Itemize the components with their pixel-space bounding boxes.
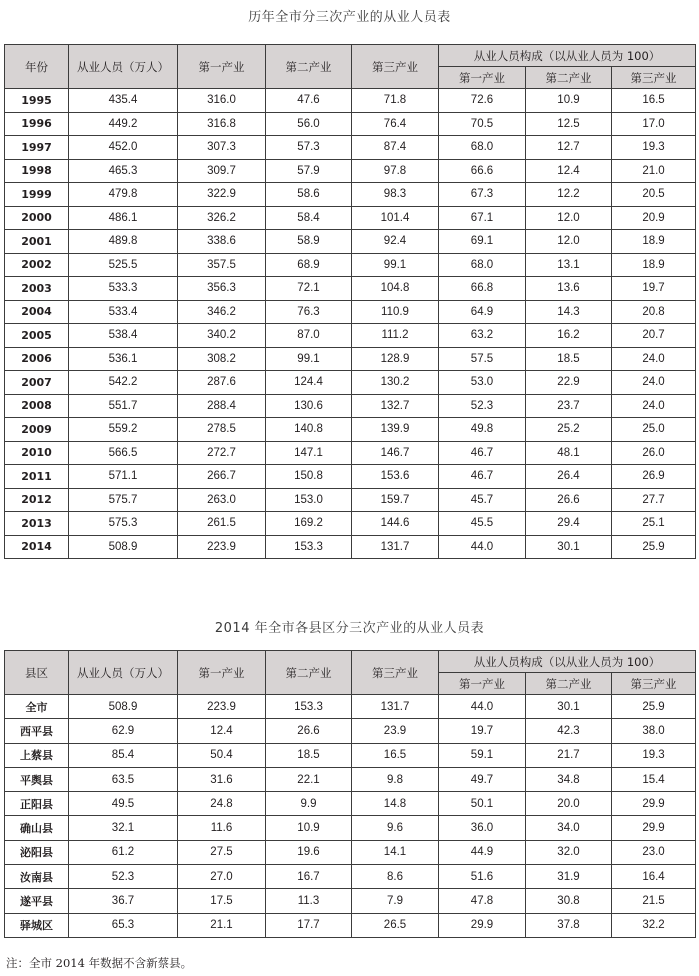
table-cell: 30.8 xyxy=(526,889,612,913)
table-cell: 57.5 xyxy=(439,347,526,371)
table-cell: 38.0 xyxy=(612,719,696,743)
table-cell: 12.7 xyxy=(526,136,612,160)
table-cell: 130.2 xyxy=(352,371,439,395)
table-row xyxy=(5,183,696,207)
table-cell: 21.1 xyxy=(178,913,266,937)
table-cell: 266.7 xyxy=(178,465,266,489)
table-cell: 19.6 xyxy=(266,840,352,864)
table-cell: 146.7 xyxy=(352,441,439,465)
table-cell: 67.1 xyxy=(439,206,526,230)
table-cell: 20.0 xyxy=(526,792,612,816)
table-row xyxy=(5,816,696,840)
table-cell: 72.6 xyxy=(439,89,526,113)
table-cell: 21.5 xyxy=(612,889,696,913)
table-cell: 53.0 xyxy=(439,371,526,395)
table-cell: 20.8 xyxy=(612,300,696,324)
table-cell: 46.7 xyxy=(439,441,526,465)
table-cell: 57.3 xyxy=(266,136,352,160)
table-cell: 571.1 xyxy=(69,465,178,489)
table2-body xyxy=(5,695,696,938)
table-cell: 128.9 xyxy=(352,347,439,371)
table-cell: 64.9 xyxy=(439,300,526,324)
header-employed: 从业人员（万人） xyxy=(69,45,178,89)
header-comp-primary: 第一产业 xyxy=(439,673,526,695)
table-cell: 8.6 xyxy=(352,865,439,889)
table-cell: 18.9 xyxy=(612,253,696,277)
table-cell: 278.5 xyxy=(178,418,266,442)
table-cell: 17.7 xyxy=(266,913,352,937)
table-cell: 63.5 xyxy=(69,767,178,791)
table-cell: 12.0 xyxy=(526,230,612,254)
table-cell: 131.7 xyxy=(352,695,439,719)
table-cell: 45.5 xyxy=(439,512,526,536)
table-row xyxy=(5,465,696,489)
table-cell: 261.5 xyxy=(178,512,266,536)
table-cell: 52.3 xyxy=(69,865,178,889)
header-comp-secondary: 第二产业 xyxy=(526,67,612,89)
row-label: 汝南县 xyxy=(5,865,69,889)
table-cell: 14.3 xyxy=(526,300,612,324)
table-cell: 85.4 xyxy=(69,743,178,767)
table-cell: 16.2 xyxy=(526,324,612,348)
table-cell: 9.6 xyxy=(352,816,439,840)
header-tertiary: 第三产业 xyxy=(352,651,439,695)
table-row xyxy=(5,719,696,743)
table-cell: 19.3 xyxy=(612,743,696,767)
table-cell: 24.0 xyxy=(612,347,696,371)
table-cell: 32.0 xyxy=(526,840,612,864)
table-cell: 20.7 xyxy=(612,324,696,348)
table-cell: 29.9 xyxy=(439,913,526,937)
table-cell: 101.4 xyxy=(352,206,439,230)
table-cell: 26.9 xyxy=(612,465,696,489)
table-cell: 17.5 xyxy=(178,889,266,913)
table-cell: 61.2 xyxy=(69,840,178,864)
table-cell: 486.1 xyxy=(69,206,178,230)
table-cell: 25.9 xyxy=(612,695,696,719)
table-cell: 169.2 xyxy=(266,512,352,536)
table-cell: 18.9 xyxy=(612,230,696,254)
table-cell: 288.4 xyxy=(178,394,266,418)
table-cell: 50.4 xyxy=(178,743,266,767)
table-cell: 10.9 xyxy=(526,89,612,113)
table-cell: 140.8 xyxy=(266,418,352,442)
table-cell: 65.3 xyxy=(69,913,178,937)
table-row xyxy=(5,324,696,348)
row-label: 1996 xyxy=(5,112,69,136)
row-label: 泌阳县 xyxy=(5,840,69,864)
table-row xyxy=(5,695,696,719)
table-cell: 533.4 xyxy=(69,300,178,324)
table-cell: 36.7 xyxy=(69,889,178,913)
table-cell: 23.0 xyxy=(612,840,696,864)
row-label: 2014 xyxy=(5,535,69,559)
table-cell: 223.9 xyxy=(178,535,266,559)
yearly-employment-table xyxy=(4,44,696,559)
table-cell: 144.6 xyxy=(352,512,439,536)
table-cell: 72.1 xyxy=(266,277,352,301)
table-cell: 263.0 xyxy=(178,488,266,512)
table-cell: 104.8 xyxy=(352,277,439,301)
row-label: 2007 xyxy=(5,371,69,395)
table-cell: 25.2 xyxy=(526,418,612,442)
table-cell: 44.0 xyxy=(439,535,526,559)
table-row xyxy=(5,767,696,791)
table-cell: 52.3 xyxy=(439,394,526,418)
table-cell: 542.2 xyxy=(69,371,178,395)
table-row xyxy=(5,277,696,301)
table-cell: 11.3 xyxy=(266,889,352,913)
table-row xyxy=(5,441,696,465)
table-cell: 16.5 xyxy=(352,743,439,767)
table-cell: 21.7 xyxy=(526,743,612,767)
table-cell: 58.9 xyxy=(266,230,352,254)
table-cell: 9.8 xyxy=(352,767,439,791)
row-label: 2013 xyxy=(5,512,69,536)
table-cell: 34.0 xyxy=(526,816,612,840)
row-label: 2000 xyxy=(5,206,69,230)
table-cell: 15.4 xyxy=(612,767,696,791)
table-cell: 223.9 xyxy=(178,695,266,719)
table-cell: 46.7 xyxy=(439,465,526,489)
header-comp-primary: 第一产业 xyxy=(439,67,526,89)
table-row xyxy=(5,371,696,395)
table-cell: 132.7 xyxy=(352,394,439,418)
table-cell: 309.7 xyxy=(178,159,266,183)
table-cell: 16.4 xyxy=(612,865,696,889)
table-cell: 25.1 xyxy=(612,512,696,536)
table-cell: 45.7 xyxy=(439,488,526,512)
table-cell: 31.6 xyxy=(178,767,266,791)
header-year: 年份 xyxy=(5,45,69,89)
table-cell: 566.5 xyxy=(69,441,178,465)
table-cell: 99.1 xyxy=(352,253,439,277)
header-comp-secondary: 第二产业 xyxy=(526,673,612,695)
table-cell: 110.9 xyxy=(352,300,439,324)
table-cell: 49.8 xyxy=(439,418,526,442)
table-cell: 153.6 xyxy=(352,465,439,489)
table-cell: 68.0 xyxy=(439,253,526,277)
table-cell: 24.0 xyxy=(612,394,696,418)
footnote: 注：全市 2014 年数据不含新蔡县。 xyxy=(6,956,193,970)
table-cell: 97.8 xyxy=(352,159,439,183)
table-cell: 22.1 xyxy=(266,767,352,791)
table-cell: 479.8 xyxy=(69,183,178,207)
table-cell: 92.4 xyxy=(352,230,439,254)
table-row xyxy=(5,913,696,937)
header-secondary: 第二产业 xyxy=(266,651,352,695)
table-cell: 99.1 xyxy=(266,347,352,371)
table-cell: 150.8 xyxy=(266,465,352,489)
table-cell: 67.3 xyxy=(439,183,526,207)
table2-title: 2014 年全市各县区分三次产业的从业人员表 xyxy=(214,621,485,636)
row-label: 1999 xyxy=(5,183,69,207)
table-cell: 130.6 xyxy=(266,394,352,418)
row-label: 驿城区 xyxy=(5,913,69,937)
table-cell: 36.0 xyxy=(439,816,526,840)
table-cell: 31.9 xyxy=(526,865,612,889)
table-cell: 98.3 xyxy=(352,183,439,207)
table-cell: 66.8 xyxy=(439,277,526,301)
table-row xyxy=(5,535,696,559)
table-cell: 316.0 xyxy=(178,89,266,113)
row-label: 2012 xyxy=(5,488,69,512)
table-cell: 49.7 xyxy=(439,767,526,791)
row-label: 遂平县 xyxy=(5,889,69,913)
table-cell: 10.9 xyxy=(266,816,352,840)
table-row xyxy=(5,488,696,512)
table-cell: 27.0 xyxy=(178,865,266,889)
table-cell: 12.2 xyxy=(526,183,612,207)
table-cell: 14.1 xyxy=(352,840,439,864)
row-label: 2004 xyxy=(5,300,69,324)
table-cell: 575.3 xyxy=(69,512,178,536)
table-cell: 131.7 xyxy=(352,535,439,559)
table-cell: 508.9 xyxy=(69,535,178,559)
table-cell: 26.6 xyxy=(266,719,352,743)
table-cell: 27.7 xyxy=(612,488,696,512)
table-cell: 19.7 xyxy=(612,277,696,301)
table-cell: 11.6 xyxy=(178,816,266,840)
table-cell: 12.0 xyxy=(526,206,612,230)
header-primary: 第一产业 xyxy=(178,45,266,89)
table-cell: 32.2 xyxy=(612,913,696,937)
table-row xyxy=(5,889,696,913)
table-cell: 50.1 xyxy=(439,792,526,816)
table-cell: 66.6 xyxy=(439,159,526,183)
table-cell: 23.7 xyxy=(526,394,612,418)
table-cell: 19.7 xyxy=(439,719,526,743)
table-cell: 29.9 xyxy=(612,792,696,816)
table-cell: 16.7 xyxy=(266,865,352,889)
table-cell: 25.0 xyxy=(612,418,696,442)
table-cell: 37.8 xyxy=(526,913,612,937)
table-cell: 30.1 xyxy=(526,535,612,559)
row-label: 2009 xyxy=(5,418,69,442)
table-cell: 29.9 xyxy=(612,816,696,840)
table-cell: 18.5 xyxy=(526,347,612,371)
table-row xyxy=(5,792,696,816)
row-label: 1995 xyxy=(5,89,69,113)
table-cell: 147.1 xyxy=(266,441,352,465)
table-cell: 21.0 xyxy=(612,159,696,183)
table-cell: 16.5 xyxy=(612,89,696,113)
table-cell: 357.5 xyxy=(178,253,266,277)
row-label: 1997 xyxy=(5,136,69,160)
table-row xyxy=(5,418,696,442)
table-cell: 356.3 xyxy=(178,277,266,301)
table-cell: 538.4 xyxy=(69,324,178,348)
header-county: 县区 xyxy=(5,651,69,695)
row-label: 2006 xyxy=(5,347,69,371)
table-cell: 56.0 xyxy=(266,112,352,136)
table-cell: 111.2 xyxy=(352,324,439,348)
row-label: 确山县 xyxy=(5,816,69,840)
table-cell: 12.5 xyxy=(526,112,612,136)
table-cell: 68.0 xyxy=(439,136,526,160)
table-cell: 24.8 xyxy=(178,792,266,816)
table-cell: 47.8 xyxy=(439,889,526,913)
table-row xyxy=(5,743,696,767)
table-row xyxy=(5,840,696,864)
table-cell: 489.8 xyxy=(69,230,178,254)
table-cell: 287.6 xyxy=(178,371,266,395)
table-cell: 44.9 xyxy=(439,840,526,864)
table-cell: 69.1 xyxy=(439,230,526,254)
table-row xyxy=(5,89,696,113)
county-employment-table xyxy=(4,650,696,938)
row-label: 西平县 xyxy=(5,719,69,743)
table-cell: 57.9 xyxy=(266,159,352,183)
header-employed: 从业人员（万人） xyxy=(69,651,178,695)
table-row xyxy=(5,394,696,418)
table-row xyxy=(5,347,696,371)
header-comp-tertiary: 第三产业 xyxy=(612,67,696,89)
table-cell: 153.0 xyxy=(266,488,352,512)
table-cell: 63.2 xyxy=(439,324,526,348)
table-cell: 452.0 xyxy=(69,136,178,160)
table-cell: 76.4 xyxy=(352,112,439,136)
table-cell: 13.6 xyxy=(526,277,612,301)
table-cell: 30.1 xyxy=(526,695,612,719)
row-label: 2001 xyxy=(5,230,69,254)
table-row xyxy=(5,512,696,536)
table1-body xyxy=(5,89,696,559)
table-cell: 559.2 xyxy=(69,418,178,442)
row-label: 2010 xyxy=(5,441,69,465)
table-cell: 346.2 xyxy=(178,300,266,324)
row-label: 2005 xyxy=(5,324,69,348)
table-cell: 68.9 xyxy=(266,253,352,277)
header-primary: 第一产业 xyxy=(178,651,266,695)
table-cell: 326.2 xyxy=(178,206,266,230)
table-cell: 48.1 xyxy=(526,441,612,465)
row-label: 2002 xyxy=(5,253,69,277)
header-comp-tertiary: 第三产业 xyxy=(612,673,696,695)
table-cell: 124.4 xyxy=(266,371,352,395)
table-cell: 536.1 xyxy=(69,347,178,371)
table1-title: 历年全市分三次产业的从业人员表 xyxy=(248,10,451,25)
table-cell: 14.8 xyxy=(352,792,439,816)
table-cell: 87.4 xyxy=(352,136,439,160)
table-row xyxy=(5,112,696,136)
table-cell: 26.4 xyxy=(526,465,612,489)
table-cell: 316.8 xyxy=(178,112,266,136)
table-cell: 159.7 xyxy=(352,488,439,512)
header-tertiary: 第三产业 xyxy=(352,45,439,89)
table-cell: 58.6 xyxy=(266,183,352,207)
table-row xyxy=(5,253,696,277)
table-cell: 153.3 xyxy=(266,695,352,719)
table-cell: 22.9 xyxy=(526,371,612,395)
table-cell: 525.5 xyxy=(69,253,178,277)
table-cell: 465.3 xyxy=(69,159,178,183)
table-cell: 575.7 xyxy=(69,488,178,512)
table-cell: 508.9 xyxy=(69,695,178,719)
table-cell: 26.6 xyxy=(526,488,612,512)
table-cell: 551.7 xyxy=(69,394,178,418)
table-cell: 42.3 xyxy=(526,719,612,743)
table-cell: 24.0 xyxy=(612,371,696,395)
table-cell: 44.0 xyxy=(439,695,526,719)
table-cell: 25.9 xyxy=(612,535,696,559)
row-label: 正阳县 xyxy=(5,792,69,816)
header-composition: 从业人员构成（以从业人员为 100） xyxy=(439,651,696,673)
table-cell: 340.2 xyxy=(178,324,266,348)
table-cell: 9.9 xyxy=(266,792,352,816)
row-label: 全市 xyxy=(5,695,69,719)
table-cell: 533.3 xyxy=(69,277,178,301)
row-label: 2008 xyxy=(5,394,69,418)
table-cell: 29.4 xyxy=(526,512,612,536)
table-cell: 13.1 xyxy=(526,253,612,277)
table-cell: 58.4 xyxy=(266,206,352,230)
row-label: 上蔡县 xyxy=(5,743,69,767)
table-row xyxy=(5,865,696,889)
table-cell: 272.7 xyxy=(178,441,266,465)
table-cell: 18.5 xyxy=(266,743,352,767)
table-cell: 32.1 xyxy=(69,816,178,840)
row-label: 1998 xyxy=(5,159,69,183)
table-cell: 23.9 xyxy=(352,719,439,743)
row-label: 平舆县 xyxy=(5,767,69,791)
header-secondary: 第二产业 xyxy=(266,45,352,89)
table-cell: 47.6 xyxy=(266,89,352,113)
table-cell: 70.5 xyxy=(439,112,526,136)
table-cell: 449.2 xyxy=(69,112,178,136)
table-row xyxy=(5,136,696,160)
table-cell: 49.5 xyxy=(69,792,178,816)
table-cell: 59.1 xyxy=(439,743,526,767)
table-cell: 26.0 xyxy=(612,441,696,465)
table-cell: 76.3 xyxy=(266,300,352,324)
table-cell: 12.4 xyxy=(526,159,612,183)
table-cell: 20.9 xyxy=(612,206,696,230)
table-cell: 19.3 xyxy=(612,136,696,160)
table-cell: 62.9 xyxy=(69,719,178,743)
row-label: 2003 xyxy=(5,277,69,301)
table-cell: 435.4 xyxy=(69,89,178,113)
table-row xyxy=(5,230,696,254)
row-label: 2011 xyxy=(5,465,69,489)
table-cell: 26.5 xyxy=(352,913,439,937)
table-cell: 308.2 xyxy=(178,347,266,371)
table-row xyxy=(5,159,696,183)
table-row xyxy=(5,206,696,230)
table-row xyxy=(5,300,696,324)
table-cell: 139.9 xyxy=(352,418,439,442)
table-cell: 17.0 xyxy=(612,112,696,136)
table-cell: 12.4 xyxy=(178,719,266,743)
table-cell: 153.3 xyxy=(266,535,352,559)
table-cell: 307.3 xyxy=(178,136,266,160)
table-cell: 322.9 xyxy=(178,183,266,207)
table-cell: 27.5 xyxy=(178,840,266,864)
table-cell: 338.6 xyxy=(178,230,266,254)
table-cell: 34.8 xyxy=(526,767,612,791)
table-cell: 51.6 xyxy=(439,865,526,889)
table-cell: 71.8 xyxy=(352,89,439,113)
table-cell: 87.0 xyxy=(266,324,352,348)
header-composition: 从业人员构成（以从业人员为 100） xyxy=(439,45,696,67)
table-cell: 20.5 xyxy=(612,183,696,207)
table-cell: 7.9 xyxy=(352,889,439,913)
